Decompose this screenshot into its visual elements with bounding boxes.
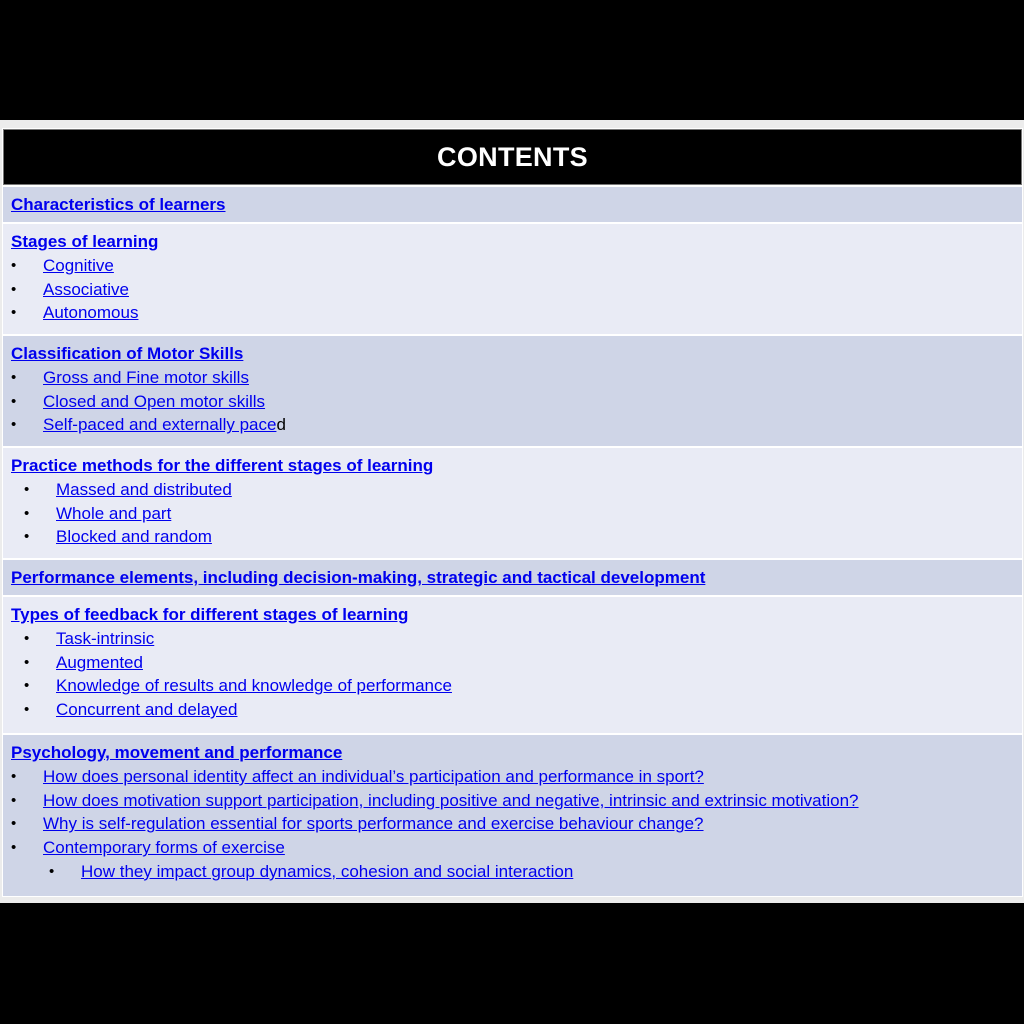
page-title: CONTENTS bbox=[437, 141, 588, 172]
link-motivation[interactable]: How does motivation support participation, including positive and negative, intrinsic and extrinsic motivation? bbox=[43, 790, 859, 810]
link-types-of-feedback[interactable]: Types of feedback for different stages of learning bbox=[11, 605, 409, 624]
section-row-characteristics bbox=[3, 185, 1022, 222]
section-row-stages bbox=[3, 222, 1022, 334]
link-associative[interactable]: Associative bbox=[43, 279, 129, 299]
link-gross-and-fine[interactable]: Gross and Fine motor skills bbox=[43, 368, 249, 387]
bullet-icon: • bbox=[11, 304, 17, 322]
bullet-icon: • bbox=[24, 677, 30, 695]
list-item bbox=[11, 525, 1014, 549]
list-item bbox=[11, 413, 1014, 437]
bullet-icon: • bbox=[24, 701, 30, 719]
link-cognitive[interactable]: Cognitive bbox=[43, 256, 114, 275]
bullet-icon: • bbox=[24, 481, 30, 498]
list-item bbox=[11, 502, 1014, 526]
link-task-intrinsic[interactable]: Task-intrinsic bbox=[56, 629, 155, 648]
list-subitem bbox=[11, 860, 1014, 884]
link-group-dynamics[interactable]: How they impact group dynamics, cohesion and social interaction bbox=[81, 861, 574, 881]
link-massed-and-distributed[interactable]: Massed and distributed bbox=[56, 480, 232, 499]
list-item bbox=[11, 627, 1014, 651]
bullet-icon: • bbox=[24, 630, 30, 647]
list-item bbox=[11, 301, 1014, 325]
link-augmented[interactable]: Augmented bbox=[56, 652, 143, 672]
link-self-paced[interactable]: Self-paced and externally pace bbox=[43, 415, 277, 435]
section-row-motor-skills bbox=[3, 334, 1022, 446]
link-psychology-movement-performance[interactable]: Psychology, movement and performance bbox=[11, 743, 343, 762]
link-self-regulation[interactable]: Why is self-regulation essential for sports performance and exercise behaviour change? bbox=[43, 814, 704, 834]
list-item bbox=[11, 812, 1014, 836]
slide bbox=[0, 120, 1024, 903]
contents-header bbox=[3, 129, 1022, 185]
bullet-icon: • bbox=[11, 768, 17, 785]
bullet-icon: • bbox=[24, 528, 30, 546]
link-classification-of-motor-skills[interactable]: Classification of Motor Skills bbox=[11, 344, 244, 363]
link-whole-and-part[interactable]: Whole and part bbox=[56, 503, 172, 523]
bullet-icon: • bbox=[49, 862, 55, 880]
list-item bbox=[11, 651, 1014, 675]
bullet-icon: • bbox=[24, 504, 30, 522]
list-item bbox=[11, 478, 1014, 502]
section-row-psychology bbox=[3, 733, 1022, 896]
list-item bbox=[11, 278, 1014, 302]
bullet-icon: • bbox=[11, 416, 17, 434]
section-row-practice-methods bbox=[3, 446, 1022, 558]
list-item bbox=[11, 789, 1014, 813]
link-tail-text: d bbox=[276, 415, 286, 435]
bullet-icon: • bbox=[11, 815, 17, 833]
bullet-icon: • bbox=[11, 791, 17, 809]
list-item bbox=[11, 836, 1014, 860]
section-row-feedback bbox=[3, 595, 1022, 733]
link-concurrent-and-delayed[interactable]: Concurrent and delayed bbox=[56, 700, 238, 720]
link-personal-identity[interactable]: How does personal identity affect an individual’s participation and performance in sport? bbox=[43, 767, 704, 786]
link-blocked-and-random[interactable]: Blocked and random bbox=[56, 527, 212, 547]
bullet-icon: • bbox=[11, 280, 17, 298]
list-item bbox=[11, 390, 1014, 414]
bullet-icon: • bbox=[11, 392, 17, 410]
link-characteristics-of-learners[interactable]: Characteristics of learners bbox=[11, 195, 226, 214]
link-performance-elements[interactable]: Performance elements, including decision-making, strategic and tactical development bbox=[11, 568, 706, 587]
bullet-icon: • bbox=[11, 257, 17, 274]
link-contemporary-forms[interactable]: Contemporary forms of exercise bbox=[43, 838, 285, 858]
list-item bbox=[11, 366, 1014, 390]
list-item bbox=[11, 254, 1014, 278]
bullet-icon: • bbox=[11, 839, 17, 857]
link-knowledge-of-results[interactable]: Knowledge of results and knowledge of performance bbox=[56, 676, 452, 696]
link-closed-and-open[interactable]: Closed and Open motor skills bbox=[43, 391, 266, 411]
bullet-icon: • bbox=[11, 369, 17, 386]
link-practice-methods[interactable]: Practice methods for the different stages of learning bbox=[11, 456, 434, 475]
list-item bbox=[11, 674, 1014, 698]
list-item bbox=[11, 698, 1014, 722]
link-stages-of-learning[interactable]: Stages of learning bbox=[11, 232, 159, 251]
section-row-performance-elements bbox=[3, 558, 1022, 595]
link-autonomous[interactable]: Autonomous bbox=[43, 303, 139, 323]
bullet-icon: • bbox=[24, 653, 30, 671]
list-item bbox=[11, 765, 1014, 789]
contents-table bbox=[2, 128, 1023, 897]
